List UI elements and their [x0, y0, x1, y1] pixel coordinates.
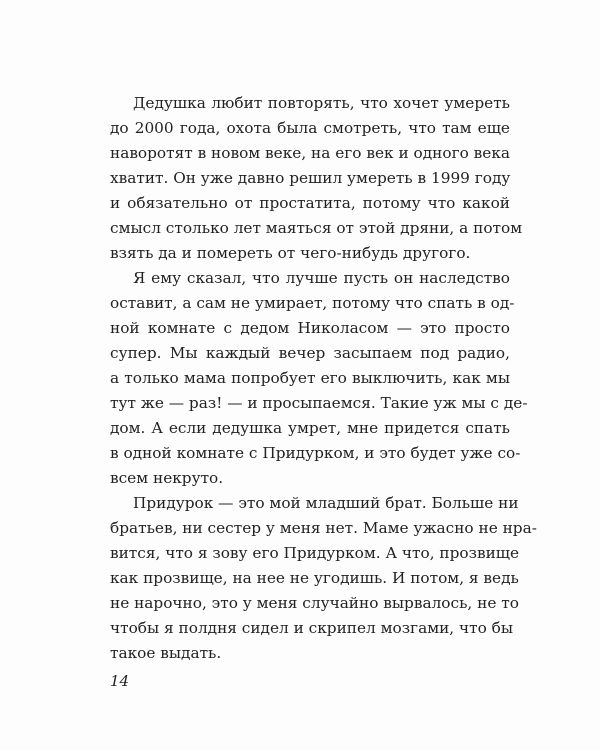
paragraph-2	[110, 266, 528, 491]
text-line: и обязательно от простатита, потому что какой	[110, 194, 510, 212]
text-line: взять да и помереть от чего-нибудь другого.	[110, 244, 471, 262]
text-line: вится, что я зову его Придурком. А что, прозвище	[110, 544, 520, 562]
text-line: в одной комнате с Придурком, и это будет уже со-	[110, 444, 521, 462]
text-line: наворотят в новом веке, на его век и одного века	[110, 144, 510, 162]
text-line: тут же — раз! — и просыпаемся. Такие уж мы с де-	[110, 394, 528, 412]
text-line: хватит. Он уже давно решил умереть в 1999 году	[110, 169, 511, 187]
text-line: Я ему сказал, что лучше пусть он наследство	[133, 269, 510, 287]
text-line: как прозвище, на нее не угодишь. И потом, я ведь	[110, 569, 519, 587]
text-line: супер. Мы каждый вечер засыпаем под радио,	[110, 344, 510, 362]
text-line: смысл столько лет маяться от этой дряни, а потом	[110, 219, 523, 237]
text-line: до 2000 года, охота была смотреть, что там еще	[110, 119, 510, 137]
text-line: оставит, а сам не умирает, потому что спать в од-	[110, 294, 515, 312]
paragraph-3	[110, 491, 537, 666]
text-line: всем некруто.	[110, 469, 224, 487]
text-line: Дедушка любит повторять, что хочет умереть	[133, 94, 510, 112]
text-line: ной комнате с дедом Николасом — это просто	[110, 319, 510, 337]
page-number: 14	[110, 672, 130, 690]
text-line: такое выдать.	[110, 644, 222, 662]
text-line: чтобы я полдня сидел и скрипел мозгами, что бы	[110, 619, 514, 637]
paragraph-1	[110, 91, 523, 266]
text-line: не нарочно, это у меня случайно вырвалось, не то	[110, 594, 519, 612]
text-line: Придурок — это мой младший брат. Больше ни	[133, 494, 519, 512]
text-line: братьев, ни сестер у меня нет. Маме ужасно не нра-	[110, 519, 537, 537]
text-line: а только мама попробует его выключить, как мы	[110, 369, 510, 387]
text-line: дом. А если дедушка умрет, мне придется спать	[110, 419, 510, 437]
body-text	[110, 91, 537, 666]
